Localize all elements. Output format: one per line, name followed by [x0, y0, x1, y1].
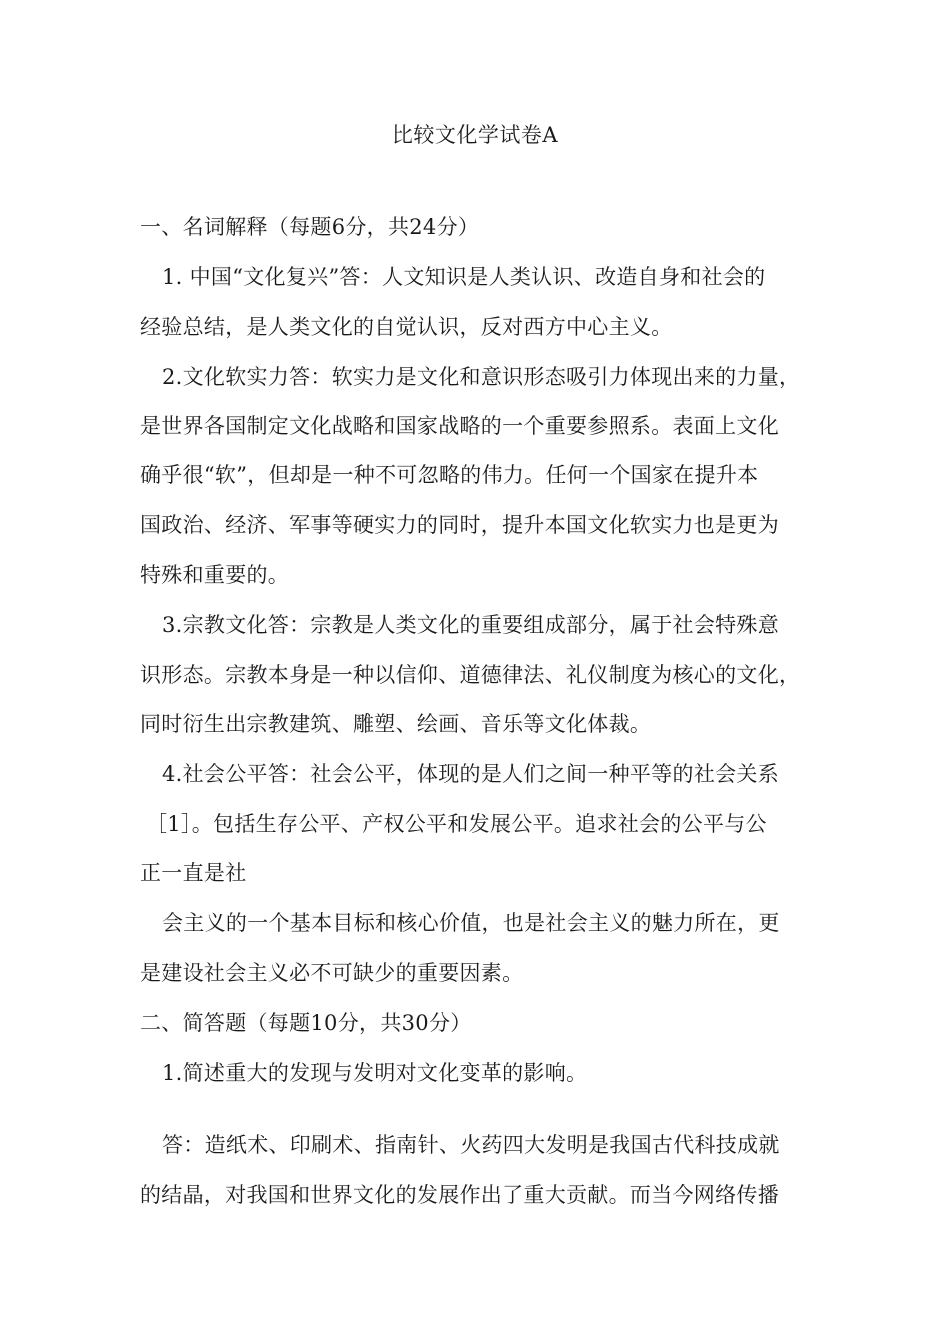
paragraph-line: 特殊和重要的。 [140, 563, 290, 587]
paragraph-line: 是世界各国制定文化战略和国家战略的一个重要参照系。表面上文化 [140, 414, 779, 438]
paragraph-line: 确乎很“软”，但却是一种不可忽略的伟力。任何一个国家在提升本 [140, 463, 759, 487]
paragraph-line: 是建设社会主义必不可缺少的重要因素。 [140, 961, 524, 985]
page-title: 比较文化学试卷A [391, 123, 559, 147]
paragraph-line: 经验总结，是人类文化的自觉认识，反对西方中心主义。 [140, 315, 673, 339]
paragraph-line: 3.宗教文化答：宗教是人类文化的重要组成部分，属于社会特殊意 [162, 613, 780, 637]
paragraph-line: 识形态。宗教本身是一种以信仰、道德律法、礼仪制度为核心的文化， [140, 663, 801, 687]
paragraph-line: 同时衍生出宗教建筑、雕塑、绘画、音乐等文化体裁。 [140, 712, 652, 736]
paragraph-line: 4.社会公平答：社会公平，体现的是人们之间一种平等的社会关系 [162, 762, 780, 786]
paragraph-line: 1. 中国“文化复兴”答：人文知识是人类认识、改造自身和社会的 [162, 265, 766, 289]
paragraph-line: 会主义的一个基本目标和核心价值，也是社会主义的魅力所在，更 [162, 911, 780, 935]
answer-line: 答：造纸术、印刷术、指南针、火药四大发明是我国古代科技成就 [162, 1133, 780, 1157]
question-line: 1.简述重大的发现与发明对文化变革的影响。 [162, 1061, 588, 1085]
paragraph-line: 2.文化软实力答：软实力是文化和意识形态吸引力体现出来的力量， [162, 365, 801, 389]
paragraph-line: 正一直是社 [140, 861, 247, 885]
section-heading: 二、简答题（每题10分，共30分） [140, 1011, 472, 1035]
paragraph-line: ［1］。包括生存公平、产权公平和发展公平。追求社会的公平与公 [146, 812, 767, 836]
paragraph-line: 国政治、经济、军事等硬实力的同时，提升本国文化软实力也是更为 [140, 513, 779, 537]
section-heading: 一、名词解释（每题6分，共24分） [140, 215, 480, 239]
answer-line: 的结晶，对我国和世界文化的发展作出了重大贡献。而当今网络传播 [140, 1183, 779, 1207]
